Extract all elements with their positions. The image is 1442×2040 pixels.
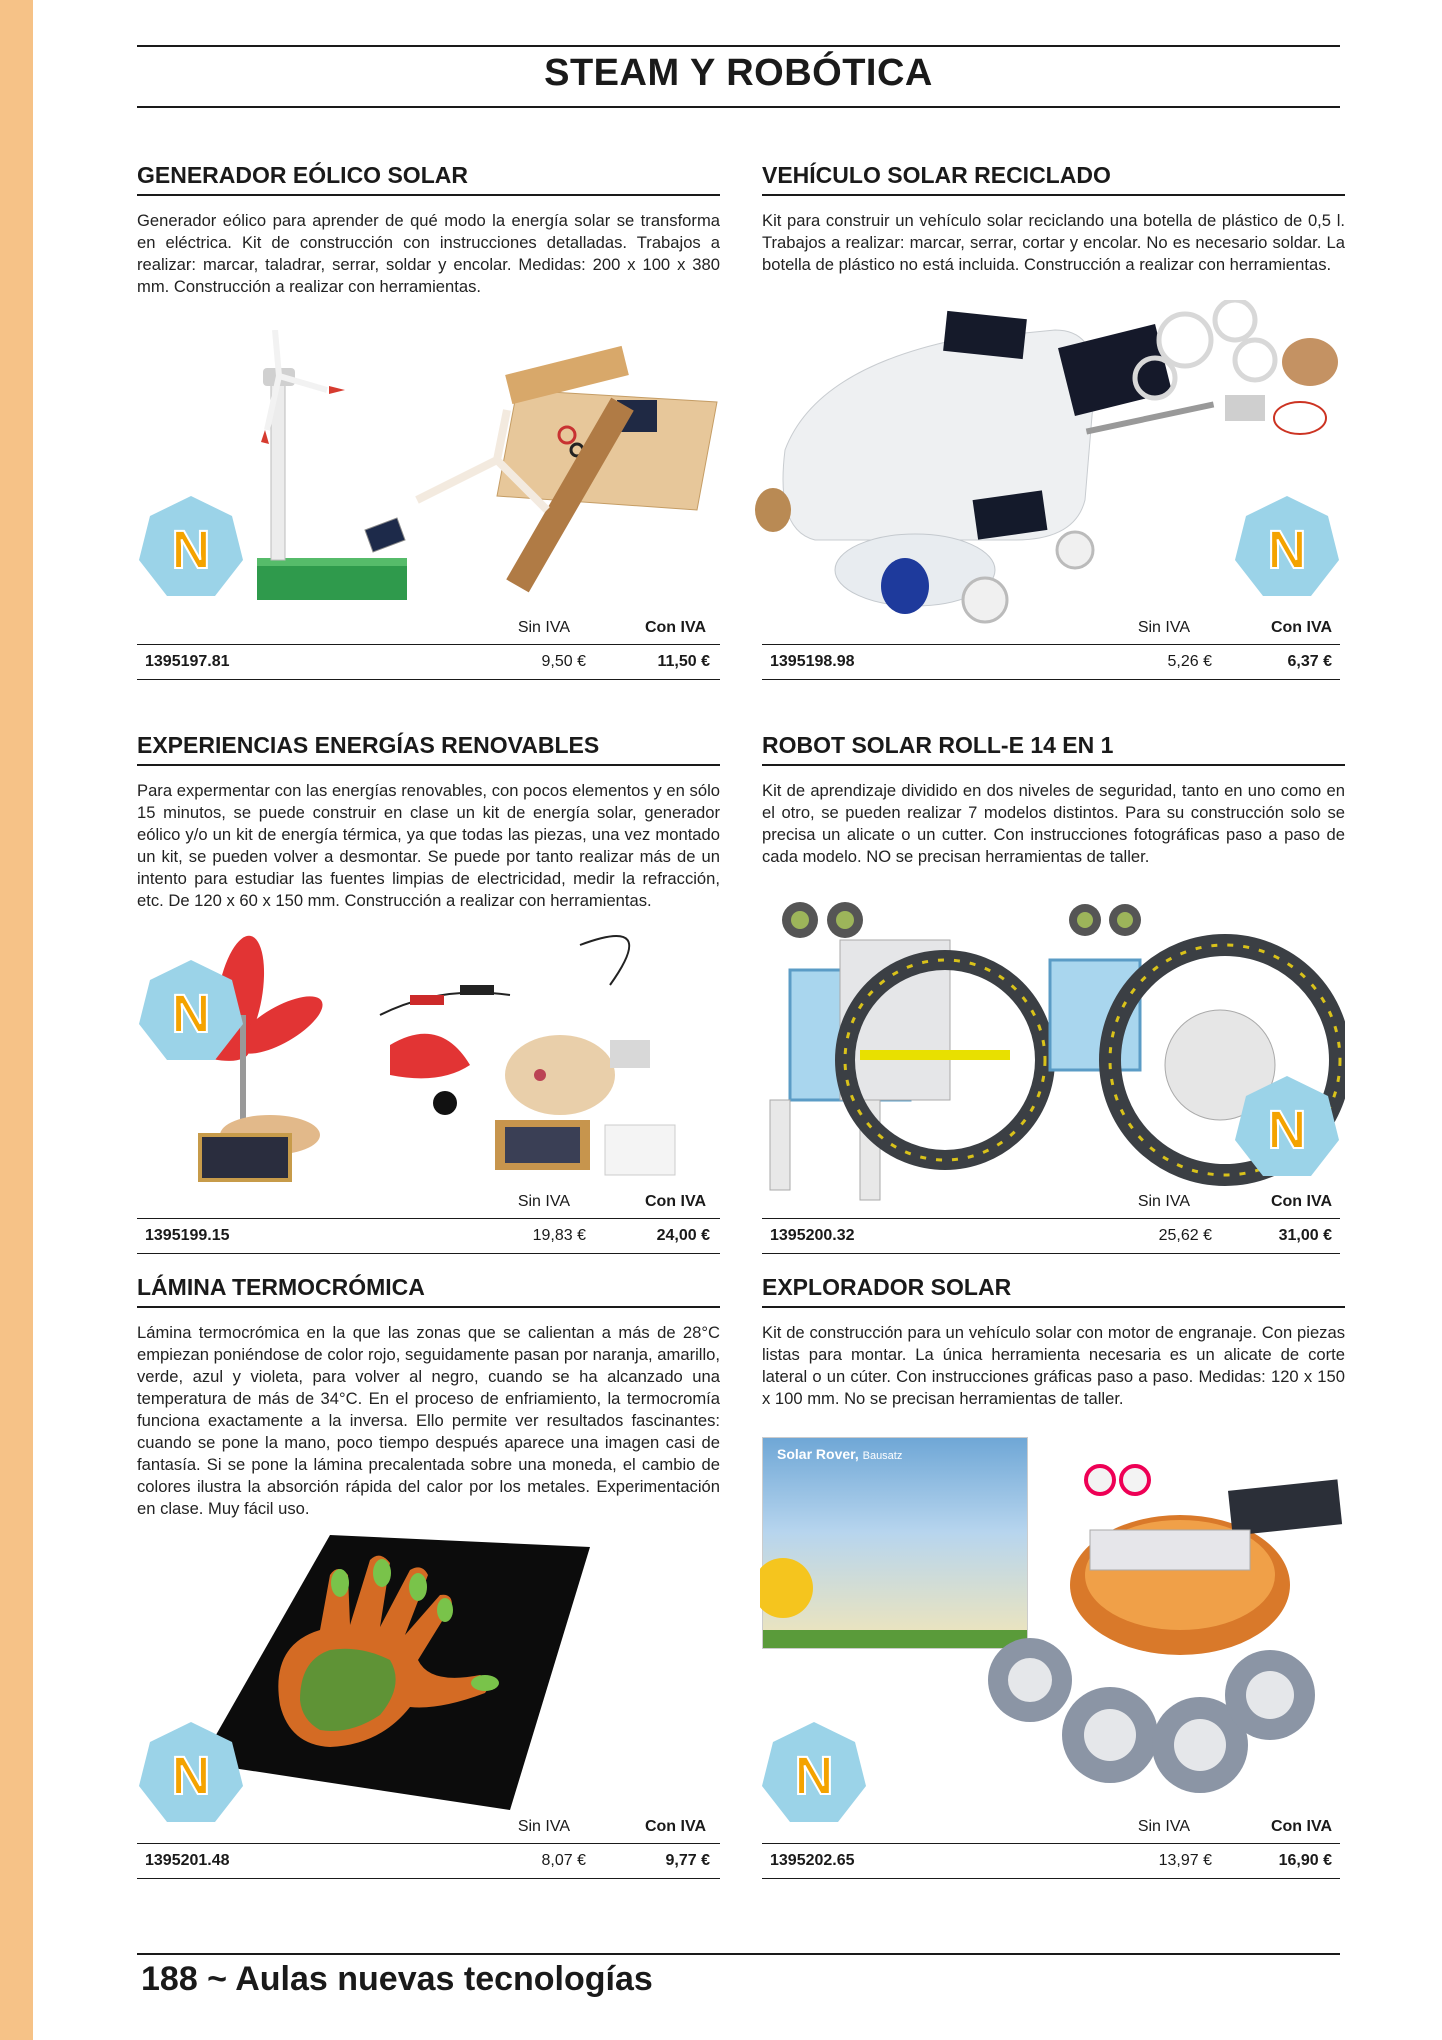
price-row [762,644,1340,680]
badge-letter: N [794,1746,834,1806]
con-iva-label: Con IVA [1270,1818,1332,1835]
product-card-robot-solar [762,732,1345,868]
product-description: Generador eólico para aprender de qué modo la energía solar se transforma en eléctrica. Kit de construcción con instrucciones detalladas. Trabajos a realizar: marcar, taladrar, serrar, soldar y encolar. Medidas: 200 x 100 x 380 mm. Construcción a realizar con herramientas. [137,211,720,296]
new-product-badge [1233,1074,1341,1182]
new-product-badge [137,1720,245,1828]
product-title: EXPLORADOR SOLAR [762,1274,1345,1308]
price-header [762,615,1340,643]
page-footer: 188 ~ Aulas nuevas tecnologías [141,1960,653,1998]
product-reference: 1395199.15 [145,1227,230,1244]
sin-iva-label: Sin IVA [517,1818,570,1835]
product-title: GENERADOR EÓLICO SOLAR [137,162,720,196]
badge-letter: N [1267,1100,1307,1160]
accent-side-band [0,0,33,2040]
price-without-tax: 25,62 € [1158,1227,1212,1244]
con-iva-label: Con IVA [644,1193,706,1210]
product-title: EXPERIENCIAS ENERGÍAS RENOVABLES [137,732,720,766]
footer-rule [137,1953,1340,1955]
product-description: Kit de aprendizaje dividido en dos niveles de seguridad, tanto en uno como en el otro, se pueden realizar 7 modelos distintos. Para su construcción solo se precisa un alicate o un cutter. Con instrucciones fotográficas paso a paso de cada modelo. NO se precisan herramientas de taller. [762,781,1345,866]
price-without-tax: 8,07 € [541,1852,586,1869]
sin-iva-label: Sin IVA [517,619,570,636]
product-title: LÁMINA TERMOCRÓMICA [137,1274,720,1308]
product-card-vehiculo-solar [762,162,1345,276]
badge-letter: N [171,1746,211,1806]
product-description: Lámina termocrómica en la que las zonas que se calientan a más de 28°C empiezan poniéndose de color rojo, seguidamente pasan por naranja, amarillo, verde, azul y violeta, para volver al negro, cuando se ha alcanzado una temperatura de más de 34°C. En el proceso de enfriamiento, la termocromía funciona exactamente a la inversa. Ello permite ver resultados fascinantes: cuando se pone la mano, poco tiempo después aparece una imagen casi de fantasía. Si se pone la lámina precalentada sobre una moneda, el cambio de colores ilustra la absorción rápida del calor por los metales. Experimentación en clase. Muy fácil uso. [137,1323,720,1518]
new-product-badge [1233,494,1341,602]
box-title: Solar Rover, Bausatz [777,1446,903,1462]
price-row [137,644,720,680]
product-card-generador-eolico [137,162,720,298]
product-title: VEHÍCULO SOLAR RECICLADO [762,162,1345,196]
price-without-tax: 9,50 € [541,653,586,670]
badge-letter: N [171,984,211,1044]
product-reference: 1395197.81 [145,653,230,670]
price-without-tax: 19,83 € [532,1227,586,1244]
sin-iva-label: Sin IVA [517,1193,570,1210]
price-with-tax: 6,37 € [1287,653,1332,670]
product-reference: 1395202.65 [770,1852,855,1869]
product-description: Para expermentar con las energías renovables, con pocos elementos y en sólo 15 minutos, se puede construir en clase un kit de energía solar, generador eólico y/o un kit de energía térmica, ya que todas las piezas, una vez montado un kit, se pueden volver a desmontar. Se puede por tanto realizar más de un intento para estudiar las fuentes limpias de electricidad, medir la refracción, etc. De 120 x 60 x 150 mm. Construcción a realizar con herramientas. [137,781,720,910]
new-product-badge [760,1720,868,1828]
header-bottom-rule [137,106,1340,108]
product-title: ROBOT SOLAR ROLL-E 14 EN 1 [762,732,1345,766]
price-with-tax: 24,00 € [656,1227,710,1244]
price-row [137,1218,720,1254]
con-iva-label: Con IVA [1270,619,1332,636]
con-iva-label: Con IVA [1270,1193,1332,1210]
product-reference: 1395200.32 [770,1227,855,1244]
price-with-tax: 11,50 € [657,653,710,670]
badge-letter: N [1267,520,1307,580]
header-top-rule [137,45,1340,47]
price-with-tax: 31,00 € [1278,1227,1332,1244]
price-row [762,1843,1340,1879]
badge-letter: N [171,520,211,580]
price-row [137,1843,720,1879]
product-description: Kit para construir un vehículo solar reciclando una botella de plástico de 0,5 l. Trabajos a realizar: marcar, serrar, cortar y encolar. No es necesario soldar. La botella de plástico no está incluida. Construcción a realizar con herramientas. [762,211,1345,274]
new-product-badge [137,494,245,602]
product-description: Kit de construcción para un vehículo solar con motor de engranaje. Con piezas listas para montar. La única herramienta necesaria es un alicate de corte lateral o un cúter. Con instrucciones gráficas paso a paso. Medidas: 120 x 150 x 100 mm. No se precisan herramientas de taller. [762,1323,1345,1408]
price-header [762,1189,1340,1217]
product-reference: 1395201.48 [145,1852,230,1869]
price-header [762,1814,1340,1842]
price-with-tax: 9,77 € [665,1852,710,1869]
price-header [137,615,720,643]
new-product-badge [137,958,245,1066]
con-iva-label: Con IVA [644,619,706,636]
price-without-tax: 13,97 € [1158,1852,1212,1869]
price-header [137,1189,720,1217]
sin-iva-label: Sin IVA [1137,1193,1190,1210]
sin-iva-label: Sin IVA [1137,1818,1190,1835]
product-card-lamina-termocromica [137,1274,720,1520]
price-row [762,1218,1340,1254]
con-iva-label: Con IVA [644,1818,706,1835]
price-with-tax: 16,90 € [1278,1852,1332,1869]
page-title: STEAM Y ROBÓTICA [544,52,933,94]
product-image-thermochromic-sheet [190,1535,590,1810]
sin-iva-label: Sin IVA [1137,619,1190,636]
product-reference: 1395198.98 [770,653,855,670]
product-card-explorador-solar [762,1274,1345,1410]
price-without-tax: 5,26 € [1167,653,1212,670]
product-card-energias-renovables [137,732,720,912]
price-header [137,1814,720,1842]
